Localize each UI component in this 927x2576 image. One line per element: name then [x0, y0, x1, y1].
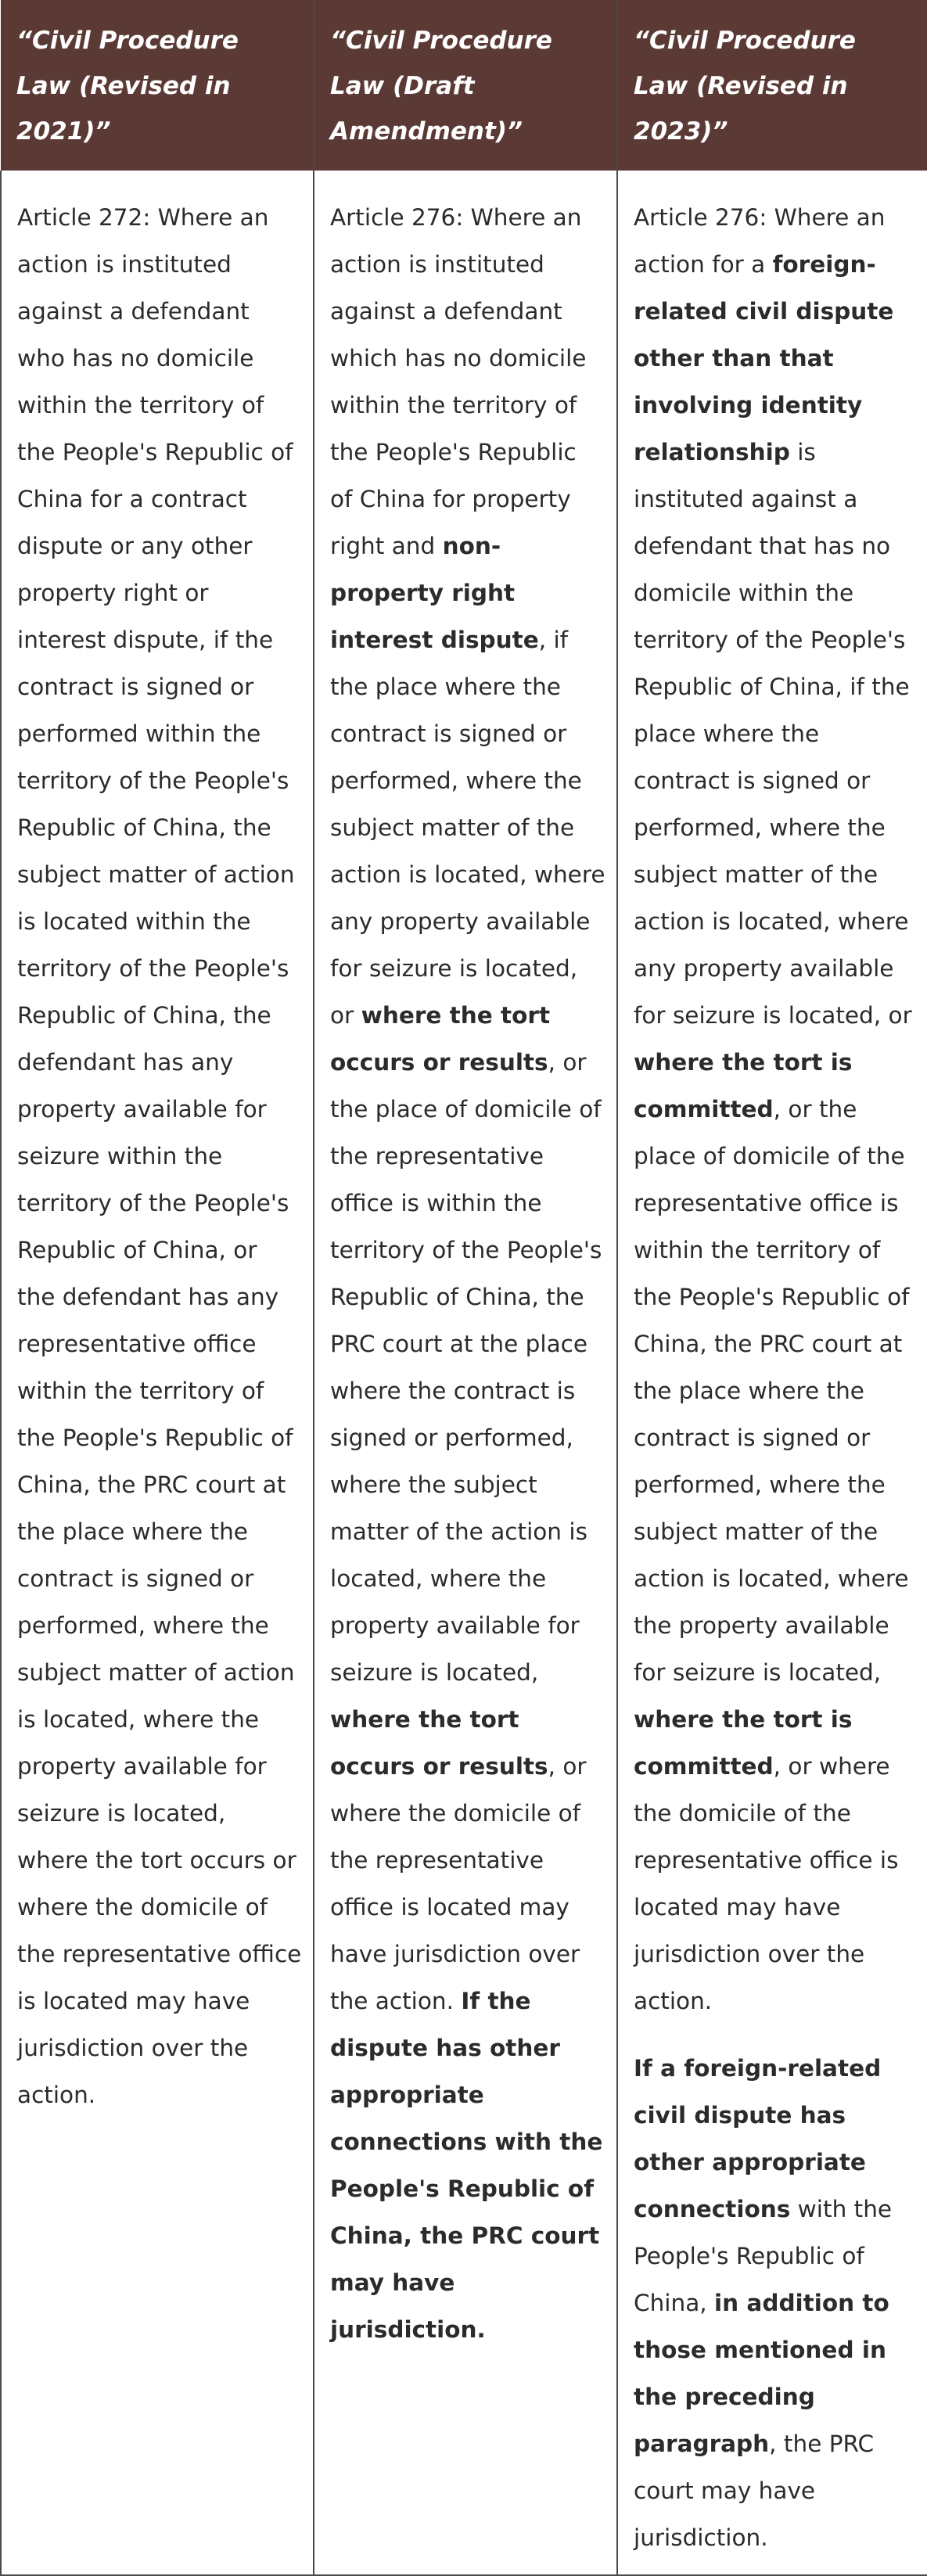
bold-segment: where the tort is committed	[634, 1706, 853, 1780]
text-segment: , or where the domicile of the representative office is located may have jurisdiction over the action.	[634, 1753, 899, 2014]
bold-segment: foreign-related civil dispute other than that involving identity relationship	[634, 251, 894, 465]
bold-segment: where the tort occurs or results	[330, 1002, 551, 1076]
bold-segment: If the dispute has other appropriate connections with the People's Republic of China, the PRC court may have jurisdiction.	[330, 1988, 603, 2343]
header-draft-amendment: “Civil Procedure Law (Draft Amendment)”	[314, 0, 617, 171]
bold-segment: where the tort occurs or results	[330, 1706, 548, 1780]
bold-segment: in addition to those mentioned in the preceding paragraph	[634, 2290, 889, 2457]
article-276-paragraph-2	[634, 2045, 916, 2561]
text-segment: , if the place where the contract is signed or performed, where the subject matter of the action is located, where any property available for seizure is located, or	[330, 627, 605, 1029]
article-272-text: Article 272: Where an action is instituted against a defendant who has no domicile within the territory of the People's Republic of China for a contract dispute or any other property right or interest dispute, if the contract is signed or performed within the territory of the People's Republic of China, the subject matter of action is located within the territory of the People's Republic of China, the defendant has any property available for seizure within the territory of the People's Republic of China, or the defendant has any representative office within the territory of the People's Republic of China, the PRC court at the place where the contract is signed or performed, where the subject matter of action is located, where the property available for seizure is located, where the tort occurs or where the domicile of the representative office is located may have jurisdiction over the action.	[17, 204, 302, 2108]
text-segment: Article 276: Where an action is instituted against a defendant which has no domicile within the territory of the People's Republic of China for property right and	[330, 204, 587, 559]
text-segment: , or the place of domicile of the representative office is within the territory of the People's Republic of China, the PRC court at the place where the contract is signed or performed, where the subject matter of the action is located, where the property available for seizure is located,	[634, 1096, 910, 1686]
header-2021-revision: “Civil Procedure Law (Revised in 2021)”	[1, 0, 314, 171]
cell-draft-article	[314, 171, 617, 2575]
text-segment: is instituted against a defendant that has no domicile within the territory of the People's Republic of China, if the place where the contract is signed or performed, where the subject matter of the action is located, where any property available for seizure is located, or	[634, 439, 912, 1029]
text-segment: with the People's Republic of China,	[634, 2196, 893, 2316]
cell-2021-article	[1, 171, 314, 2575]
bold-segment: where the tort is committed	[634, 1049, 853, 1123]
table-row	[1, 171, 927, 2575]
article-276-paragraph-1	[634, 194, 916, 2025]
cell-2023-article	[617, 171, 927, 2575]
draft-article-276-text	[330, 194, 605, 2353]
text-segment: , or the place of domicile of the representative office is within the territory of the People's Republic of China, the PRC court at the place where the contract is signed or performed, where the subject matter of the action is located, where the property available for seizure is located,	[330, 1049, 602, 1686]
header-row	[1, 0, 927, 171]
text-segment: , the PRC court may have jurisdiction.	[634, 2430, 875, 2551]
text-segment: , or where the domicile of the representative office is located may have jurisdiction over the action.	[330, 1753, 587, 2014]
text-segment: Article 276: Where an action for a	[634, 204, 886, 278]
bold-segment: If a foreign-related civil dispute has other appropriate connections	[634, 2055, 882, 2222]
header-2023-revision: “Civil Procedure Law (Revised in 2023)”	[617, 0, 927, 171]
bold-segment: non-property right interest dispute	[330, 533, 539, 653]
